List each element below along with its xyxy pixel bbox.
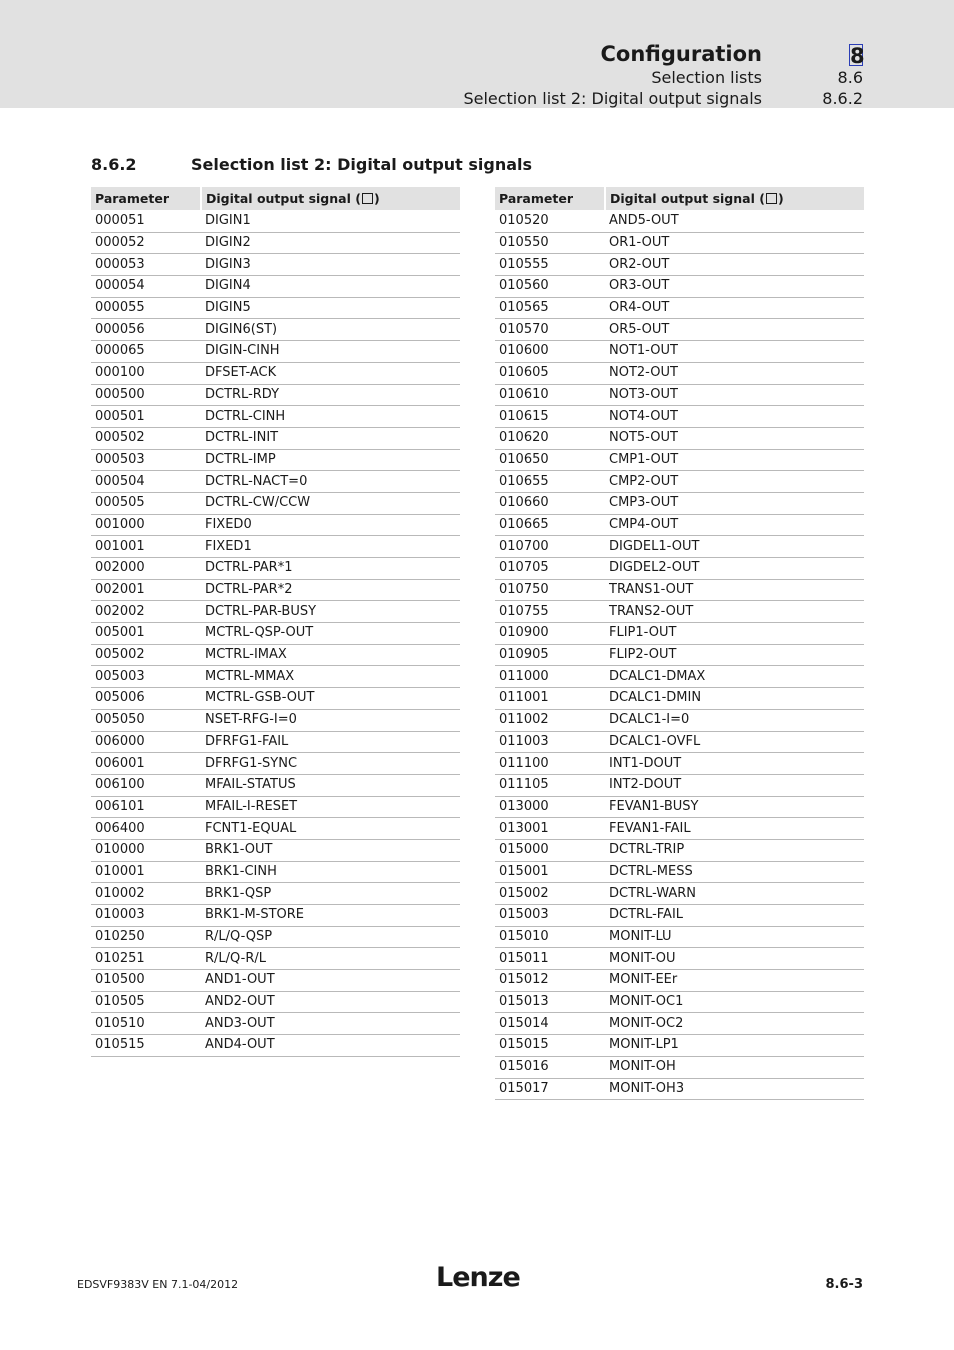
table-row	[495, 883, 864, 905]
parameter-cell: 010750	[495, 579, 605, 601]
table-row	[91, 688, 460, 710]
signal-cell: DIGIN2	[201, 232, 460, 254]
table-row	[495, 362, 864, 384]
table-row	[91, 948, 460, 970]
signal-cell: DCTRL-PAR*1	[201, 558, 460, 580]
signal-cell: DCTRL-PAR*2	[201, 579, 460, 601]
table-row	[91, 970, 460, 992]
parameter-cell: 006100	[91, 774, 201, 796]
signal-cell: DIGDEL1-OUT	[605, 536, 864, 558]
parameter-cell: 013000	[495, 796, 605, 818]
table-row	[495, 709, 864, 731]
parameter-cell: 015002	[495, 883, 605, 905]
signal-cell: CMP3-OUT	[605, 492, 864, 514]
parameter-cell: 015017	[495, 1078, 605, 1100]
parameter-cell: 010610	[495, 384, 605, 406]
table-row	[91, 536, 460, 558]
table-row	[91, 514, 460, 536]
parameter-cell: 010510	[91, 1013, 201, 1035]
table-row	[91, 883, 460, 905]
table-row	[91, 991, 460, 1013]
signal-cell: NOT4-OUT	[605, 406, 864, 428]
signal-cell: TRANS2-OUT	[605, 601, 864, 623]
signal-cell: DCALC1-DMIN	[605, 688, 864, 710]
signal-cell: AND2-OUT	[201, 991, 460, 1013]
parameter-cell: 011105	[495, 774, 605, 796]
parameter-cell: 010705	[495, 558, 605, 580]
subsection-label: Selection lists	[651, 68, 762, 87]
parameter-cell: 000053	[91, 254, 201, 276]
box-symbol-icon	[766, 193, 777, 204]
table-row	[91, 471, 460, 493]
signal-cell: OR3-OUT	[605, 276, 864, 298]
table-row	[495, 1013, 864, 1035]
parameter-cell: 000052	[91, 232, 201, 254]
signal-cell: FCNT1-EQUAL	[201, 818, 460, 840]
table-row	[91, 449, 460, 471]
parameter-cell: 010560	[495, 276, 605, 298]
column-header-parameter: Parameter	[91, 187, 201, 211]
parameter-cell: 010700	[495, 536, 605, 558]
parameter-cell: 000503	[91, 449, 201, 471]
table-row	[495, 623, 864, 645]
signal-cell: AND1-OUT	[201, 970, 460, 992]
signal-cell: MONIT-EEr	[605, 970, 864, 992]
parameter-cell: 010755	[495, 601, 605, 623]
signal-cell: BRK1-CINH	[201, 861, 460, 883]
signal-cell: DCTRL-PAR-BUSY	[201, 601, 460, 623]
parameter-cell: 000500	[91, 384, 201, 406]
box-symbol-icon	[362, 193, 373, 204]
table-row	[495, 644, 864, 666]
table-row	[495, 818, 864, 840]
parameter-cell: 010002	[91, 883, 201, 905]
table-row	[91, 796, 460, 818]
table-row	[91, 601, 460, 623]
signal-cell: DCTRL-INIT	[201, 427, 460, 449]
table-row	[495, 211, 864, 233]
signal-cell: MFAIL-I-RESET	[201, 796, 460, 818]
signal-cell: INT2-DOUT	[605, 774, 864, 796]
parameter-cell: 011001	[495, 688, 605, 710]
signal-cell: DCTRL-FAIL	[605, 905, 864, 927]
parameter-cell: 010251	[91, 948, 201, 970]
parameter-cell: 015014	[495, 1013, 605, 1035]
table-row	[91, 579, 460, 601]
signal-cell: NOT2-OUT	[605, 362, 864, 384]
signal-cell: DFRFG1-FAIL	[201, 731, 460, 753]
table-row	[495, 1056, 864, 1078]
table-row	[495, 688, 864, 710]
signal-cell: FLIP2-OUT	[605, 644, 864, 666]
table-row	[495, 558, 864, 580]
signal-cell: OR2-OUT	[605, 254, 864, 276]
signal-cell: DCALC1-I=0	[605, 709, 864, 731]
parameter-cell: 002002	[91, 601, 201, 623]
parameter-cell: 010550	[495, 232, 605, 254]
parameter-cell: 000051	[91, 211, 201, 233]
parameter-cell: 005001	[91, 623, 201, 645]
parameter-cell: 015016	[495, 1056, 605, 1078]
table-row	[91, 861, 460, 883]
signal-cell: BRK1-QSP	[201, 883, 460, 905]
table-row	[495, 449, 864, 471]
table-row	[495, 341, 864, 363]
subsubsection-number: 8.6.2	[822, 89, 863, 108]
signal-cell: AND4-OUT	[201, 1035, 460, 1057]
table-row	[91, 731, 460, 753]
table-row	[495, 774, 864, 796]
parameter-cell: 010505	[91, 991, 201, 1013]
table-row	[495, 601, 864, 623]
table-row	[91, 492, 460, 514]
table-row	[495, 991, 864, 1013]
parameter-cell: 006001	[91, 753, 201, 775]
table-row	[91, 666, 460, 688]
parameter-cell: 001000	[91, 514, 201, 536]
table-row	[91, 232, 460, 254]
table-row	[495, 1078, 864, 1100]
parameter-cell: 001001	[91, 536, 201, 558]
signal-cell: MONIT-OC1	[605, 991, 864, 1013]
table-row	[91, 362, 460, 384]
signal-cell: CMP4-OUT	[605, 514, 864, 536]
signal-cell: BRK1-OUT	[201, 839, 460, 861]
table-row	[91, 384, 460, 406]
table-row	[91, 297, 460, 319]
signal-cell: NOT5-OUT	[605, 427, 864, 449]
selection-table-right	[495, 187, 864, 1100]
signal-cell: TRANS1-OUT	[605, 579, 864, 601]
table-row	[91, 644, 460, 666]
table-row	[495, 579, 864, 601]
table-row	[91, 926, 460, 948]
signal-cell: DCTRL-WARN	[605, 883, 864, 905]
section-number: 8.6.2	[91, 155, 137, 174]
signal-cell: DIGIN3	[201, 254, 460, 276]
table-row	[495, 926, 864, 948]
signal-cell: DIGIN5	[201, 297, 460, 319]
document-code: EDSVF9383V EN 7.1-04/2012	[77, 1278, 239, 1291]
table-row	[91, 319, 460, 341]
signal-cell: MONIT-LU	[605, 926, 864, 948]
column-header-signal: Digital output signal ( )	[201, 187, 460, 211]
signal-cell: DCALC1-OVFL	[605, 731, 864, 753]
table-row	[495, 319, 864, 341]
signal-cell: MCTRL-MMAX	[201, 666, 460, 688]
table-row	[495, 254, 864, 276]
table-row	[495, 384, 864, 406]
table-row	[91, 774, 460, 796]
table-row	[91, 623, 460, 645]
parameter-cell: 010665	[495, 514, 605, 536]
table-row	[495, 948, 864, 970]
parameter-cell: 000501	[91, 406, 201, 428]
column-header-signal: Digital output signal ( )	[605, 187, 864, 211]
table-row	[495, 796, 864, 818]
signal-cell: DIGIN1	[201, 211, 460, 233]
signal-cell: FLIP1-OUT	[605, 623, 864, 645]
table-row	[91, 558, 460, 580]
parameter-cell: 010900	[495, 623, 605, 645]
parameter-cell: 000055	[91, 297, 201, 319]
parameter-cell: 015013	[495, 991, 605, 1013]
parameter-cell: 011003	[495, 731, 605, 753]
table-row	[91, 839, 460, 861]
signal-cell: AND5-OUT	[605, 211, 864, 233]
parameter-cell: 010250	[91, 926, 201, 948]
table-row	[91, 709, 460, 731]
table-row	[91, 1035, 460, 1057]
parameter-cell: 000505	[91, 492, 201, 514]
table-row	[495, 905, 864, 927]
table-row	[91, 905, 460, 927]
parameter-cell: 015012	[495, 970, 605, 992]
signal-cell: CMP1-OUT	[605, 449, 864, 471]
signal-cell: NOT1-OUT	[605, 341, 864, 363]
lenze-logo: Lenze	[436, 1262, 520, 1293]
parameter-cell: 015011	[495, 948, 605, 970]
signal-cell: FIXED1	[201, 536, 460, 558]
signal-cell: OR1-OUT	[605, 232, 864, 254]
parameter-cell: 010500	[91, 970, 201, 992]
signal-cell: OR4-OUT	[605, 297, 864, 319]
parameter-cell: 010600	[495, 341, 605, 363]
parameter-cell: 005050	[91, 709, 201, 731]
parameter-cell: 000065	[91, 341, 201, 363]
parameter-cell: 006101	[91, 796, 201, 818]
table-row	[495, 427, 864, 449]
signal-cell: MONIT-OH	[605, 1056, 864, 1078]
signal-cell: DIGDEL2-OUT	[605, 558, 864, 580]
parameter-cell: 010605	[495, 362, 605, 384]
parameter-cell: 010515	[91, 1035, 201, 1057]
signal-cell: DIGIN4	[201, 276, 460, 298]
signal-cell: AND3-OUT	[201, 1013, 460, 1035]
parameter-cell: 005003	[91, 666, 201, 688]
signal-cell: FEVAN1-FAIL	[605, 818, 864, 840]
parameter-cell: 010650	[495, 449, 605, 471]
signal-cell: DCTRL-CINH	[201, 406, 460, 428]
signal-cell: BRK1-M-STORE	[201, 905, 460, 927]
signal-cell: NSET-RFG-I=0	[201, 709, 460, 731]
signal-cell: DCTRL-MESS	[605, 861, 864, 883]
signal-cell: MONIT-LP1	[605, 1035, 864, 1057]
signal-cell: FEVAN1-BUSY	[605, 796, 864, 818]
parameter-cell: 000502	[91, 427, 201, 449]
selection-table-left	[91, 187, 460, 1057]
parameter-cell: 015003	[495, 905, 605, 927]
parameter-cell: 010615	[495, 406, 605, 428]
chapter-number[interactable]: 8	[850, 44, 865, 68]
signal-cell: MONIT-OH3	[605, 1078, 864, 1100]
signal-cell: FIXED0	[201, 514, 460, 536]
subsection-number: 8.6	[837, 68, 863, 87]
table-row	[495, 731, 864, 753]
parameter-cell: 010660	[495, 492, 605, 514]
table-row	[91, 341, 460, 363]
table-row	[91, 211, 460, 233]
signal-cell: DIGIN-CINH	[201, 341, 460, 363]
parameter-cell: 002000	[91, 558, 201, 580]
signal-cell: DCTRL-NACT=0	[201, 471, 460, 493]
table-row	[91, 254, 460, 276]
table-row	[495, 1035, 864, 1057]
signal-cell: NOT3-OUT	[605, 384, 864, 406]
parameter-cell: 000054	[91, 276, 201, 298]
table-row	[495, 666, 864, 688]
parameter-cell: 010905	[495, 644, 605, 666]
parameter-cell: 000504	[91, 471, 201, 493]
table-row	[495, 514, 864, 536]
table-row	[495, 276, 864, 298]
parameter-cell: 006000	[91, 731, 201, 753]
signal-cell: INT1-DOUT	[605, 753, 864, 775]
parameter-cell: 015010	[495, 926, 605, 948]
table-row	[495, 492, 864, 514]
table-row	[91, 753, 460, 775]
signal-cell: OR5-OUT	[605, 319, 864, 341]
parameter-cell: 010570	[495, 319, 605, 341]
parameter-cell: 015001	[495, 861, 605, 883]
signal-cell: MONIT-OC2	[605, 1013, 864, 1035]
parameter-cell: 011002	[495, 709, 605, 731]
signal-cell: R/L/Q-QSP	[201, 926, 460, 948]
table-row	[495, 970, 864, 992]
table-row	[495, 232, 864, 254]
signal-cell: MFAIL-STATUS	[201, 774, 460, 796]
parameter-cell: 010555	[495, 254, 605, 276]
parameter-cell: 011100	[495, 753, 605, 775]
signal-cell: MCTRL-QSP-OUT	[201, 623, 460, 645]
signal-cell: MCTRL-GSB-OUT	[201, 688, 460, 710]
parameter-cell: 010003	[91, 905, 201, 927]
signal-cell: CMP2-OUT	[605, 471, 864, 493]
signal-cell: R/L/Q-R/L	[201, 948, 460, 970]
table-row	[91, 427, 460, 449]
chapter-title: Configuration	[600, 42, 762, 66]
parameter-cell: 010565	[495, 297, 605, 319]
column-header-parameter: Parameter	[495, 187, 605, 211]
table-row	[495, 471, 864, 493]
table-row	[91, 1013, 460, 1035]
signal-cell: DCALC1-DMAX	[605, 666, 864, 688]
parameter-cell: 000100	[91, 362, 201, 384]
page-number: 8.6-3	[825, 1277, 863, 1292]
table-row	[91, 406, 460, 428]
parameter-cell: 010001	[91, 861, 201, 883]
parameter-cell: 010620	[495, 427, 605, 449]
signal-cell: DFRFG1-SYNC	[201, 753, 460, 775]
signal-cell: DFSET-ACK	[201, 362, 460, 384]
subsubsection-label: Selection list 2: Digital output signals	[463, 89, 762, 108]
parameter-cell: 015015	[495, 1035, 605, 1057]
table-row	[91, 818, 460, 840]
signal-cell: DIGIN6(ST)	[201, 319, 460, 341]
parameter-cell: 005006	[91, 688, 201, 710]
table-row	[495, 536, 864, 558]
parameter-cell: 010520	[495, 211, 605, 233]
table-row	[495, 297, 864, 319]
table-row	[495, 839, 864, 861]
signal-cell: DCTRL-TRIP	[605, 839, 864, 861]
parameter-cell: 010655	[495, 471, 605, 493]
parameter-cell: 005002	[91, 644, 201, 666]
signal-cell: DCTRL-RDY	[201, 384, 460, 406]
parameter-cell: 013001	[495, 818, 605, 840]
section-title: Selection list 2: Digital output signals	[191, 155, 533, 174]
table-row	[495, 861, 864, 883]
parameter-cell: 002001	[91, 579, 201, 601]
signal-cell: DCTRL-IMP	[201, 449, 460, 471]
table-row	[495, 406, 864, 428]
parameter-cell: 010000	[91, 839, 201, 861]
table-row	[91, 276, 460, 298]
parameter-cell: 015000	[495, 839, 605, 861]
parameter-cell: 011000	[495, 666, 605, 688]
parameter-cell: 006400	[91, 818, 201, 840]
signal-cell: MONIT-OU	[605, 948, 864, 970]
signal-cell: DCTRL-CW/CCW	[201, 492, 460, 514]
parameter-cell: 000056	[91, 319, 201, 341]
table-row	[495, 753, 864, 775]
signal-cell: MCTRL-IMAX	[201, 644, 460, 666]
